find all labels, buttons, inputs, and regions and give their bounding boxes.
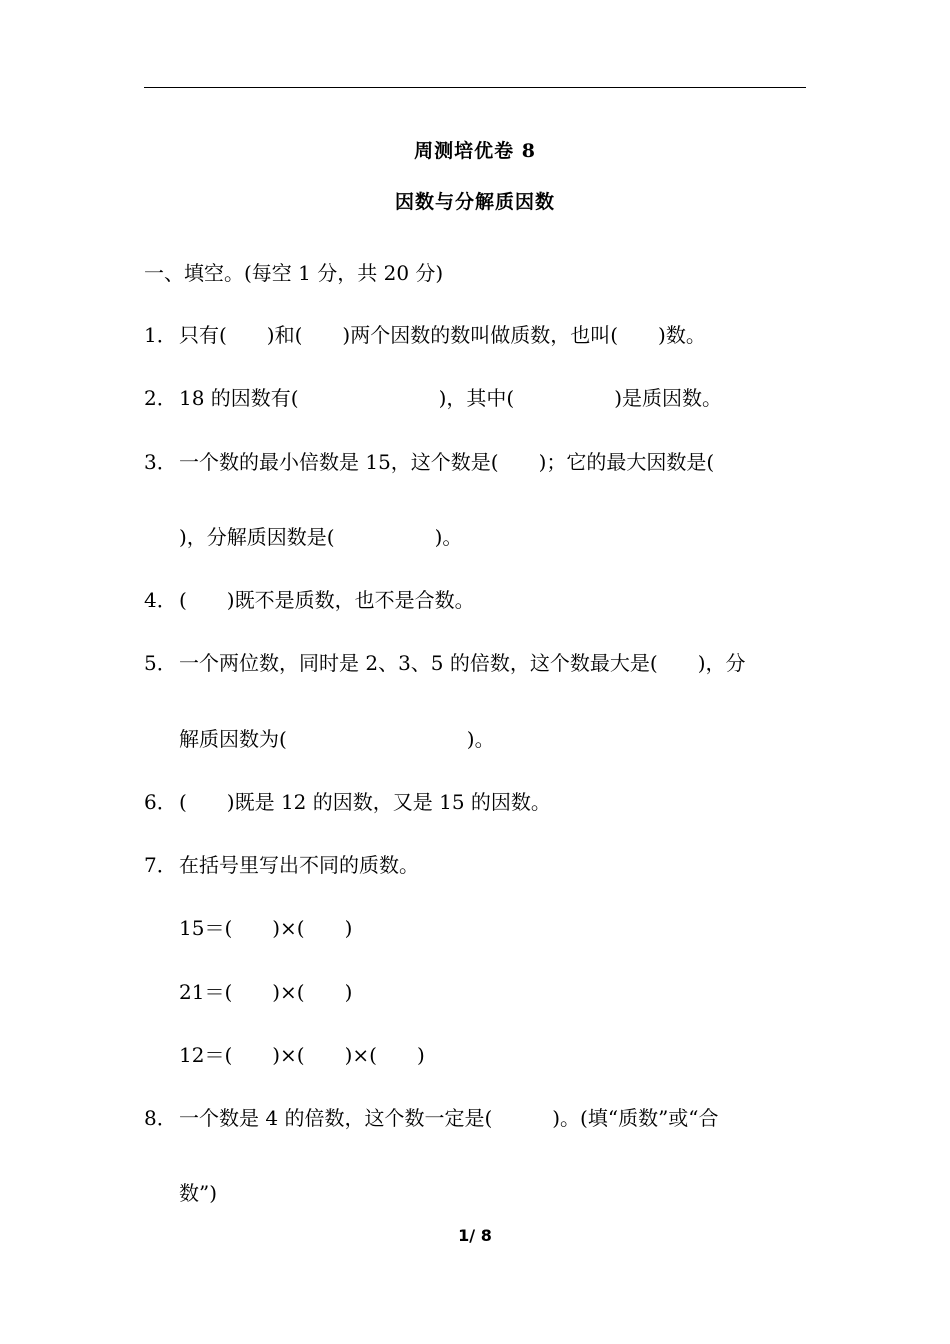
question-4 [144,588,475,612]
question-text: 在括号里写出不同的质数。 [179,853,419,877]
equation-12: 12＝( )×( )×( ) [179,1043,425,1067]
equation-15: 15＝( )×( ) [179,916,353,940]
question-number: 4． [144,588,177,612]
question-text: 一个两位数，同时是 2、3、5 的倍数，这个数最大是( )，分 [179,651,746,675]
question-text: ( )既是 12 的因数，又是 15 的因数。 [179,790,551,814]
question-6 [144,790,551,814]
question-text: 一个数的最小倍数是 15，这个数是( )；它的最大因数是( [179,450,715,474]
question-number: 3． [144,450,177,474]
question-number: 2． [144,386,177,410]
question-number: 7． [144,853,177,877]
question-text: 18 的因数有( )，其中( )是质因数。 [179,386,723,410]
question-8 [144,1106,719,1130]
question-text: 一个数是 4 的倍数，这个数一定是( )。(填“质数”或“合 [179,1106,719,1130]
question-2 [144,386,722,410]
question-number: 8． [144,1106,177,1130]
question-number: 5． [144,651,177,675]
question-number: 1． [144,323,177,347]
equation-21: 21＝( )×( ) [179,980,353,1004]
question-number: 6． [144,790,177,814]
question-5 [144,651,746,675]
question-1 [144,323,706,347]
question-7 [144,853,419,877]
header-rule [144,87,806,88]
question-text: 只有( )和( )两个因数的数叫做质数，也叫( )数。 [179,323,706,347]
page-subtitle: 因数与分解质因数 [394,191,555,213]
page-number: 1/ 8 [458,1226,492,1245]
question-3-continued: )，分解质因数是( )。 [179,525,463,549]
section-heading: 一、填空。(每空 1 分，共 20 分) [144,261,444,285]
question-5-continued: 解质因数为( )。 [179,727,495,751]
question-text: ( )既不是质数，也不是合数。 [179,588,475,612]
question-8-continued: 数”) [179,1181,218,1205]
question-3 [144,450,714,474]
page-title: 周测培优卷 8 [414,140,536,162]
